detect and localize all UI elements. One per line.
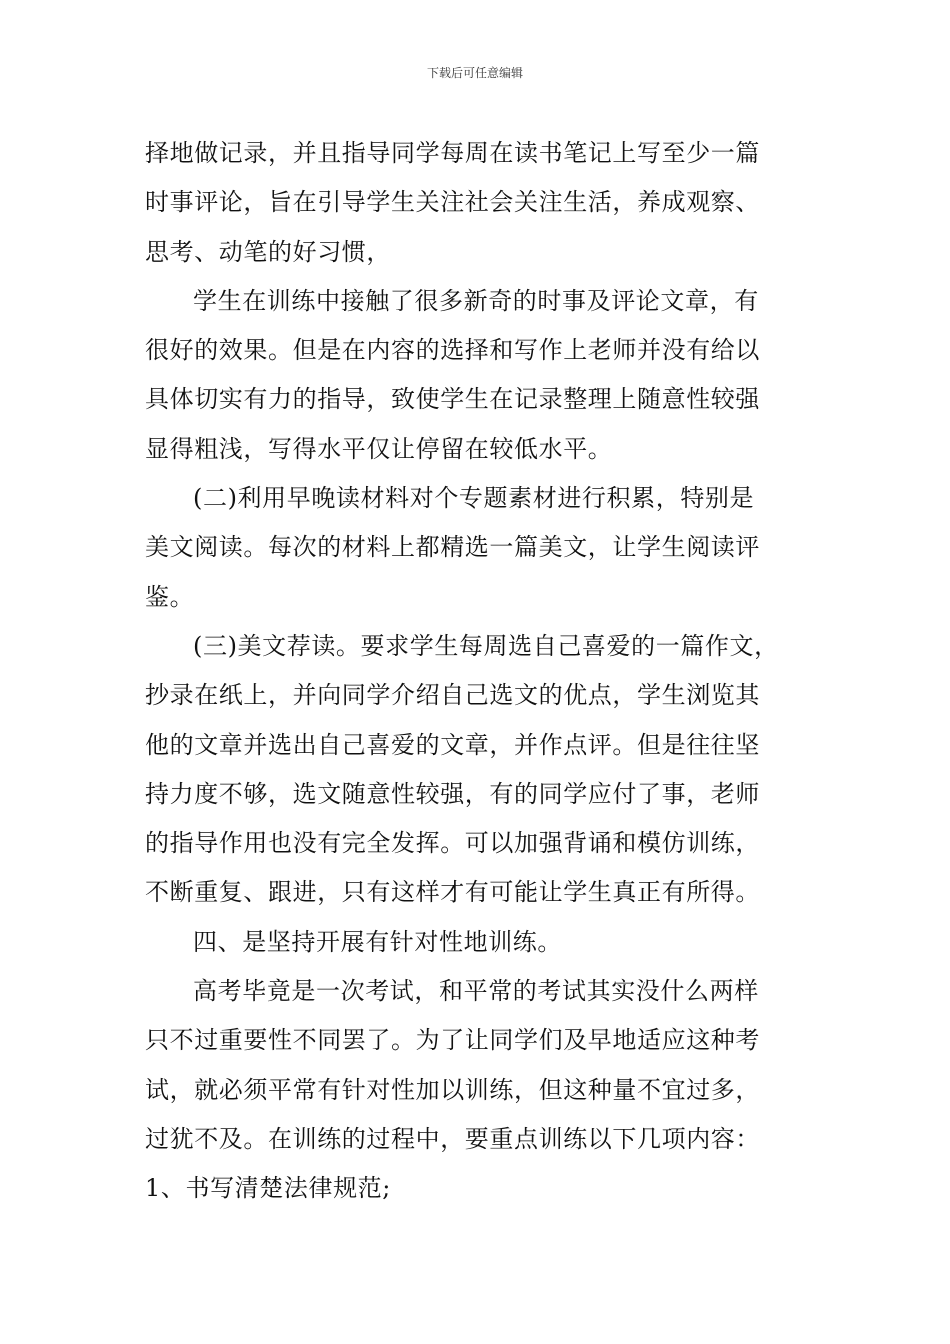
list-item: 1、书写清楚法律规范;	[145, 1174, 391, 1203]
text-line: 高考毕竟是一次考试，和平常的考试其实没什么两样	[193, 977, 759, 1006]
text-line: (二)利用早晚读材料对个专题素材进行积累，特别是	[193, 484, 755, 513]
text-line: 鉴。	[145, 582, 195, 611]
text-line: 很好的效果。但是在内容的选择和写作上老师并没有给以	[145, 336, 760, 365]
text-line: 过犹不及。在训练的过程中，要重点训练以下几项内容：	[145, 1124, 760, 1153]
text-line: 显得粗浅，写得水平仅让停留在较低水平。	[145, 434, 613, 463]
text-line: 学生在训练中接触了很多新奇的时事及评论文章，有	[193, 286, 759, 315]
text-line: 不断重复、跟进，只有这样才有可能让学生真正有所得。	[145, 878, 760, 907]
text-line: 抄录在纸上，并向同学介绍自己选文的优点，学生浏览其	[145, 681, 760, 710]
section-heading: 四、是坚持开展有针对性地训练。	[193, 927, 562, 956]
text-line: 时事评论，旨在引导学生关注社会关注生活，养成观察、	[145, 188, 760, 217]
text-line: 具体切实有力的指导，致使学生在记录整理上随意性较强	[145, 385, 760, 414]
text-line: 的指导作用也没有完全发挥。可以加强背诵和模仿训练，	[145, 829, 760, 858]
page-header-note: 下载后可任意编辑	[426, 66, 523, 80]
text-line: 美文阅读。每次的材料上都精选一篇美文，让学生阅读评	[145, 533, 760, 562]
text-line: 只不过重要性不同罢了。为了让同学们及早地适应这种考	[145, 1026, 760, 1055]
text-line: 他的文章并选出自己喜爱的文章，并作点评。但是往往坚	[145, 730, 760, 759]
text-line: 试，就必须平常有针对性加以训练，但这种量不宜过多，	[145, 1075, 760, 1104]
text-line: 持力度不够，选文随意性较强，有的同学应付了事，老师	[145, 779, 760, 808]
document-body	[145, 129, 810, 1214]
text-line: 择地做记录，并且指导同学每周在读书笔记上写至少一篇	[145, 139, 760, 167]
text-line: (三)美文荐读。要求学生每周选自己喜爱的一篇作文，	[193, 631, 779, 660]
text-line: 思考、动笔的好习惯，	[145, 237, 391, 266]
